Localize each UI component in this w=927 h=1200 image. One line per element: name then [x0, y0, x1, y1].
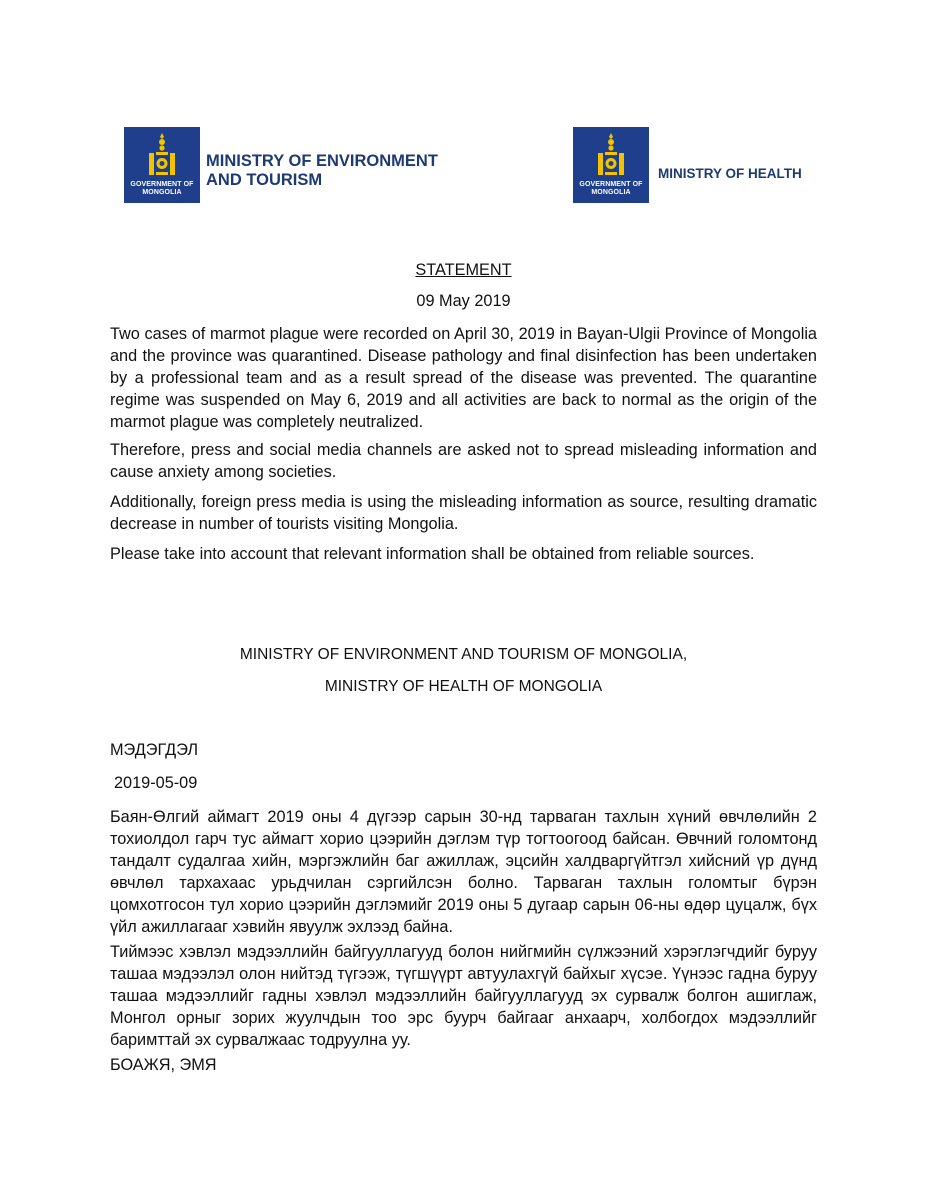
ministry-name: MINISTRY OF ENVIRONMENT AND TOURISM: [206, 152, 438, 189]
statement-date: 09 May 2019: [416, 292, 511, 310]
soyombo-icon: [147, 133, 177, 177]
emblem-text-line1: GOVERNMENT OF: [579, 181, 643, 188]
mongolian-date: 2019-05-09: [114, 774, 198, 792]
logo-ministry-health: [573, 127, 802, 203]
statement-paragraph: Please take into account that relevant information shall be obtained from reliable sources.: [110, 545, 755, 563]
statement-paragraph: Additionally, foreign press media is using the misleading information as source, resulting dramatic decrease in number of tourists visiting Mongolia.: [110, 493, 817, 533]
signature-line: MINISTRY OF ENVIRONMENT AND TOURISM OF MONGOLIA,: [239, 646, 688, 663]
statement-paragraph: Therefore, press and social media channels are asked not to spread misleading information and cause anxiety among societies.: [110, 441, 817, 481]
ministry-name: MINISTRY OF HEALTH: [658, 165, 802, 181]
logo-ministry-environment-tourism: [124, 127, 438, 203]
signature-line: MINISTRY OF HEALTH OF MONGOLIA: [324, 678, 603, 695]
mongolian-paragraph: Баян-Өлгий аймагт 2019 оны 4 дүгээр сарын 30-нд тарваган тахлын хүний өвчлөлийн 2 тохиолдол гарч тус аймагт хорио цээрийн дэглэм түр тогтоогоод байсан. Өвчний голомтонд тандалт судалгаа хийн, мэргэжлийн баг ажиллаж, эцсийн халдваргүйтгэл хийсний үр дүнд өвчлөл тархахаас урьдчилан сэргийлсэн болно. Тарваган тахлын голомтыг бүрэн цомхотгосон тул хорио цээрийн дэглэмийг 2019 оны 5 дугаар сарын 06-ны өдөр цуцалж, бүх үйл ажиллагааг хэвийн явуулж эхлээд байна.: [110, 808, 817, 936]
mongolian-title: МЭДЭГДЭЛ: [110, 741, 199, 759]
emblem-text-line1: GOVERNMENT OF: [130, 181, 194, 188]
emblem-text-line2: MONGOLIA: [142, 189, 182, 196]
statement-paragraph: Two cases of marmot plague were recorded on April 30, 2019 in Bayan-Ulgii Province of Mongolia and the province was quarantined. Disease pathology and final disinfection has been undertaken by a professional team and as a result spread of the disease was prevented. The quarantine regime was suspended on May 6, 2019 and all activities are back to normal as the origin of the marmot plague was completely neutralized.: [110, 325, 817, 431]
mongolian-paragraph: Тиймээс хэвлэл мэдээллийн байгууллагууд болон нийгмийн сүлжээний хэрэглэгчдийг буруу ташаа мэдээлэл олон нийтэд түгээж, түгшүүрт автуулахгүй байхыг хүсэе. Үүнээс гадна буруу ташаа мэдээллийг гадны хэвлэл мэдээллийн байгууллагууд эх сурвалж болгон ашиглаж, Монгол орныг зорих жуулчдын тоо эрс буурч байгааг анхаарч, холбогдох мэдээллийг баримттай эх сурвалжаас тодруулна уу.: [110, 943, 817, 1049]
emblem-text-line2: MONGOLIA: [591, 189, 631, 196]
soyombo-icon: [596, 133, 626, 177]
government-emblem: [573, 127, 649, 203]
statement-title: STATEMENT: [415, 261, 512, 279]
government-emblem: [124, 127, 200, 203]
mongolian-signature: БОАЖЯ, ЭМЯ: [110, 1056, 217, 1074]
